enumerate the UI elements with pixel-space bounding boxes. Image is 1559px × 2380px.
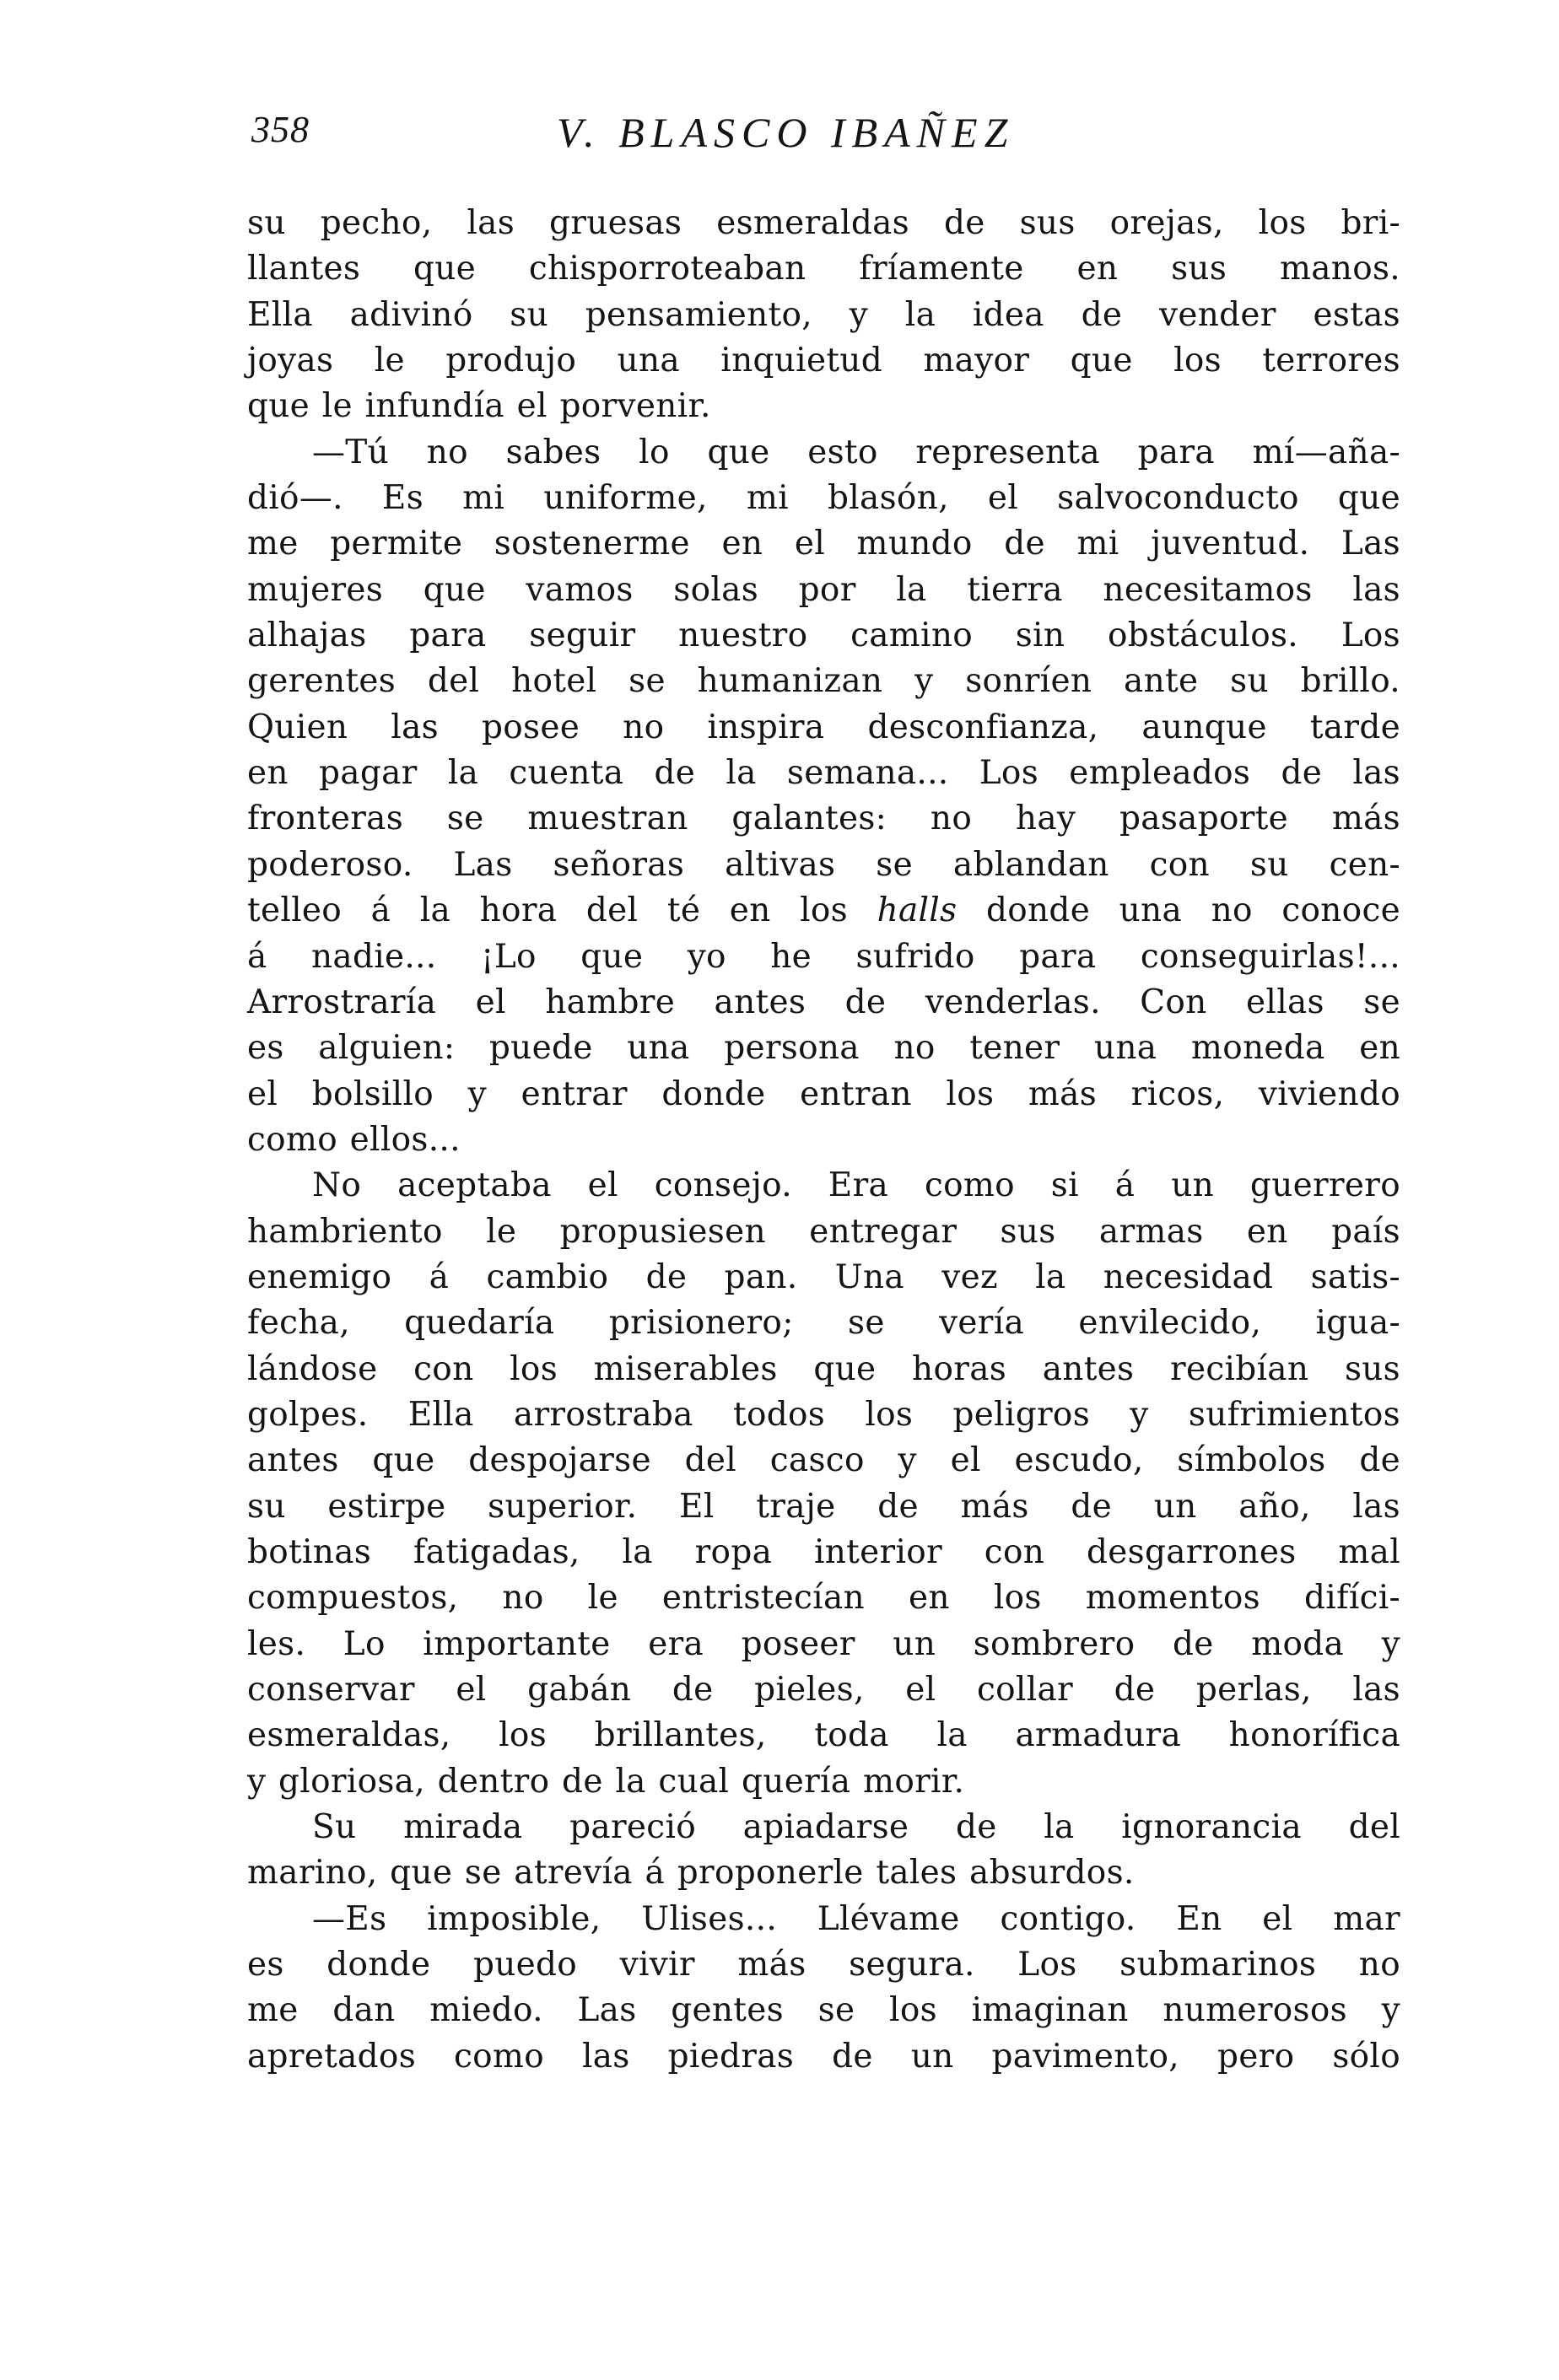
text-line: alhajas para seguir nuestro camino sin obstáculos. Los xyxy=(247,617,1400,655)
text-line: les. Lo importante era poseer un sombrero de moda y xyxy=(247,1624,1400,1663)
text-line: No aceptaba el consejo. Era como si á un guerrero xyxy=(312,1166,1400,1205)
text-line: su estirpe superior. El traje de más de un año, las xyxy=(247,1487,1400,1526)
text-line: que le infundía el porvenir. xyxy=(247,387,711,426)
text-line: es donde puedo vivir más segura. Los submarinos no xyxy=(247,1946,1400,1984)
text-line: Su mirada pareció apiadarse de la ignorancia del xyxy=(312,1808,1400,1847)
running-head xyxy=(251,108,1424,167)
text-line: conservar el gabán de pieles, el collar de perlas, las xyxy=(247,1671,1400,1709)
text-line: me dan miedo. Las gentes se los imaginan numerosos y xyxy=(247,1991,1400,2030)
text-line: mujeres que vamos solas por la tierra necesitamos las xyxy=(247,570,1400,609)
text-line: como ellos... xyxy=(247,1120,461,1159)
text-line: compuestos, no le entristecían en los momentos difíci- xyxy=(247,1579,1400,1618)
page-number: 358 xyxy=(251,109,310,150)
text-line: —Tú no sabes lo que esto representa para mí—aña- xyxy=(312,433,1400,471)
text-line: enemigo á cambio de pan. Una vez la necesidad satis- xyxy=(247,1257,1400,1296)
text-line: Quien las posee no inspira desconfianza, aunque tarde xyxy=(247,708,1400,746)
text-line: hambriento le propusiesen entregar sus armas en país xyxy=(247,1212,1400,1251)
text-line: esmeraldas, los brillantes, toda la armadura honorífica xyxy=(247,1716,1400,1755)
text-line: apretados como las piedras de un pavimento, pero sólo xyxy=(247,2037,1400,2076)
text-line: y gloriosa, dentro de la cual quería morir. xyxy=(247,1762,965,1801)
text-line: Arrostraría el hambre antes de venderlas. Con ellas se xyxy=(247,983,1400,1021)
text-line: fecha, quedaría prisionero; se vería envilecido, igua- xyxy=(247,1304,1400,1343)
text-line: su pecho, las gruesas esmeraldas de sus orejas, los bri- xyxy=(247,204,1400,242)
running-title: V. BLASCO IBAÑEZ xyxy=(557,109,1015,156)
text-line: botinas fatigadas, la ropa interior con desgarrones mal xyxy=(247,1532,1400,1571)
text-line: es alguien: puede una persona no tener una moneda en xyxy=(247,1029,1400,1068)
text-line: el bolsillo y entrar donde entran los más ricos, viviendo xyxy=(247,1074,1400,1113)
italic-word: halls xyxy=(877,891,958,930)
text-line: llantes que chisporroteaban fríamente en sus manos. xyxy=(247,250,1400,288)
text-line: joyas le produjo una inquietud mayor que los terrores xyxy=(247,342,1400,380)
text-line: marino, que se atrevía á proponerle tales absurdos. xyxy=(247,1854,1135,1893)
text-line: —Es imposible, Ulises... Llévame contigo. En el mar xyxy=(312,1899,1400,1938)
text-line: en pagar la cuenta de la semana... Los empleados de las xyxy=(247,754,1400,793)
body-text xyxy=(247,201,1400,2080)
text-run: donde una no conoce xyxy=(985,891,1400,930)
text-line: me permite sostenerme en el mundo de mi juventud. Las xyxy=(247,525,1400,563)
text-line: Ella adivinó su pensamiento, y la idea de vender estas xyxy=(247,295,1400,334)
text-line: golpes. Ella arrostraba todos los peligros y sufrimientos xyxy=(247,1395,1400,1434)
text-line: antes que despojarse del casco y el escudo, símbolos de xyxy=(247,1441,1400,1480)
text-line: fronteras se muestran galantes: no hay pasaporte más xyxy=(247,800,1400,838)
text-line: poderoso. Las señoras altivas se ablandan con su cen- xyxy=(247,845,1400,884)
text-line-mixed xyxy=(247,888,1400,934)
text-line: á nadie... ¡Lo que yo he sufrido para conseguirlas!... xyxy=(247,937,1400,976)
text-line: gerentes del hotel se humanizan y sonríen ante su brillo. xyxy=(247,662,1400,701)
text-line: dió—. Es mi uniforme, mi blasón, el salvoconducto que xyxy=(247,479,1400,518)
text-line: lándose con los miserables que horas antes recibían sus xyxy=(247,1349,1400,1388)
text-run: telleo á la hora del té en los xyxy=(247,891,848,930)
